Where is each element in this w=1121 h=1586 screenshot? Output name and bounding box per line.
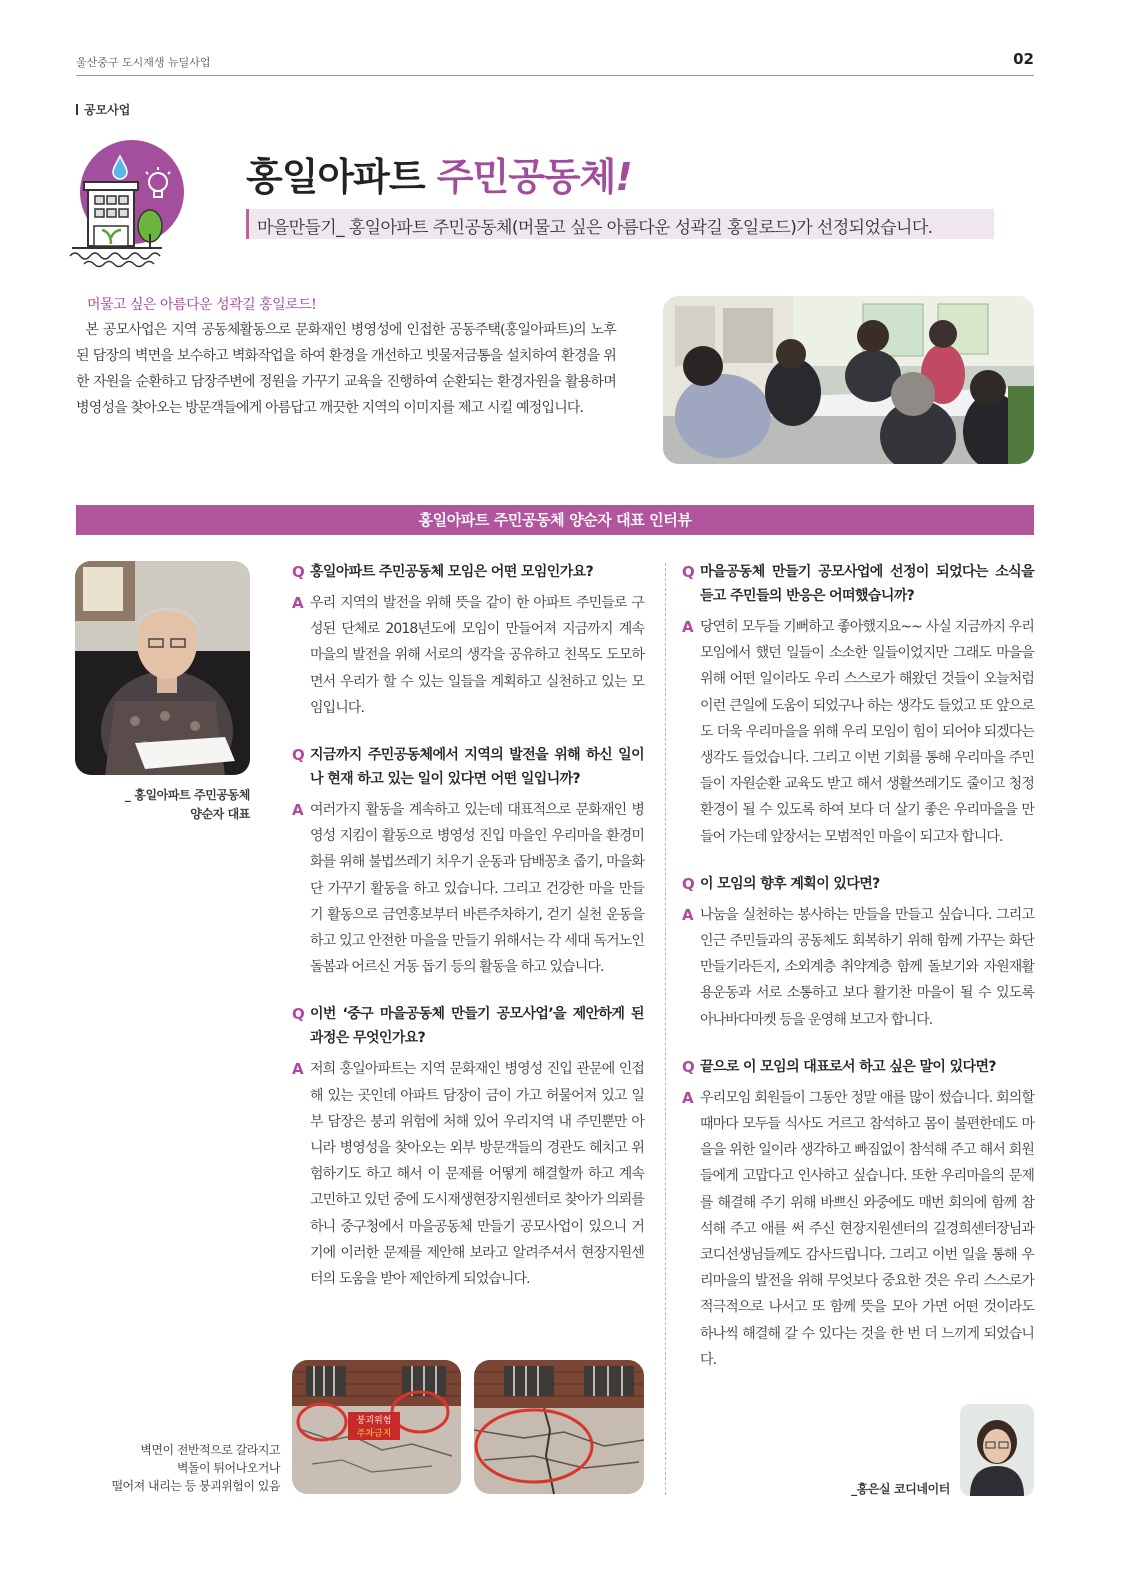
a-mark: A (292, 594, 303, 612)
intro-body (76, 317, 616, 421)
qa-item (682, 872, 1034, 1033)
answer-text: 당연히 모두들 기뻐하고 좋아했지요~~ 사실 지금까지 우리 모임에서 했던 일들이 소소한 일들이었지만 그래도 마을을 위해 어떤 일이라도 우리 스스로가 해왔던 것들이 오늘처럼 이런 큰일에 도움이 되었구나 하는 생각도 들었고 또 앞으로도 더욱 우리마을을 위해 우리 모임이 힘이 되어야 되겠다는 생각도 들었습니다. 그리고 이번 기회를 통해 우리마을 주민들이 자원순환 교육도 받고 해서 생활쓰레기도 줄이고 청정 환경이 될 수 있도록 하여 보다 더 살기 좋은 우리마을을 만들어 가는데 앞장서는 모범적인 마을이 되고자 합니다. (700, 619, 1034, 845)
wall-photo-caption (90, 1441, 280, 1495)
qa-item (292, 743, 644, 980)
answer (292, 1056, 644, 1292)
meeting-photo (663, 296, 1034, 464)
question (292, 560, 644, 584)
answer-text: 나눔을 실천하는 봉사하는 만들을 만들고 싶습니다. 그리고 인근 주민들과의 공동체도 회복하기 위해 함께 가꾸는 화단 만들기라든지, 소외계층 취약계층 함께 돌보기와 자원재활용운동과 서로 소통하고 보다 활기찬 마을이 될 수 있도록 아나바다마켓 등을 운영해 보고자 합니다. (700, 906, 1034, 1028)
qa-item (292, 560, 644, 721)
a-mark: A (292, 801, 303, 820)
intro-heading: 머물고 싶은 아름다운 성곽길 홍일로드! (87, 297, 317, 313)
portrait-caption (90, 786, 250, 824)
q-mark: Q (292, 563, 305, 581)
page-number: 02 (1013, 50, 1034, 68)
answer (682, 1085, 1034, 1373)
q-mark: Q (682, 874, 695, 893)
portrait-caption-line2: 양순자 대표 (190, 807, 250, 821)
answer (292, 590, 644, 721)
wall-caption-line3: 떨어져 내리는 등 붕괴위험이 있음 (111, 1479, 280, 1493)
wall-sign-line1: 붕괴위험 (356, 1416, 392, 1426)
title-exclaim: ! (615, 155, 632, 199)
q-mark: Q (292, 1005, 305, 1024)
portrait-photo (75, 561, 250, 775)
title-part2: 주민공동체 (436, 155, 616, 199)
answer-text: 우리모임 회원들이 그동안 정말 애를 많이 썼습니다. 회의할 때마다 모두들 식사도 거르고 참석하고 몸이 불편한데도 마을을 위한 일이라 생각하고 빠짐없이 참석해 주고 해서 회원들에게 고맙다고 인사하고 싶습니다. 또한 우리마을의 문제를 해결해 주기 위해 바쁘신 와중에도 매번 회의에 함께 참석해 주고 애를 써 주신 현장지원센터의 길경희센터장님과 코디선생님들께도 감사드립니다. 그리고 이번 일을 통해 우리마을의 발전을 위해 무엇보다 중요한 것은 우리 스스로가 적극적으로 나서고 또 함께 뜻을 모아 가면 어떤 것이라도 하나씩 해결해 갈 수 있다는 것을 한 번 더 느끼게 되었습니다. (700, 1089, 1034, 1368)
wall-caption-line2: 벽돌이 튀어나오거나 (176, 1461, 280, 1475)
question (682, 1055, 1034, 1079)
wall-sign-line2: 주차금지 (356, 1429, 392, 1439)
portrait-caption-line1: _ 홍일아파트 주민공동체 (124, 788, 250, 802)
question (682, 560, 1034, 608)
coordinator-caption: _홍은실 코디네이터 (851, 1482, 950, 1496)
answer-text: 우리 지역의 발전을 위해 뜻을 같이 한 아파트 주민들로 구성된 단체로 2018년도에 모임이 만들어져 지금까지 계속 마을의 발전을 위해 서로의 생각을 공유하고 친목도 도모하면서 우리가 할 수 있는 일들을 계획하고 실천하고 있는 모임입니다. (310, 595, 644, 716)
q-mark: Q (682, 1057, 695, 1076)
wall-photo-2 (474, 1360, 644, 1494)
question (682, 872, 1034, 896)
question-text: 지금까지 주민공동체에서 지역의 발전을 위해 하신 일이나 현재 하고 있는 일이 있다면 어떤 일입니까? (310, 747, 644, 788)
title-part1: 홍일아파트 (246, 155, 437, 199)
community-emblem-icon (66, 138, 192, 276)
interview-banner: 홍일아파트 주민공동체 양순자 대표 인터뷰 (76, 505, 1034, 535)
question-text: 끝으로 이 모임의 대표로서 하고 싶은 말이 있다면? (700, 1058, 996, 1075)
a-mark: A (682, 618, 693, 636)
subtitle: 마을만들기_ 홍일아파트 주민공동체(머물고 싶은 아름다운 성곽길 홍일로드)가 선정되었습니다. (246, 209, 994, 239)
wall-caption-line1: 벽면이 전반적으로 갈라지고 (140, 1443, 280, 1457)
interview-column-right (682, 560, 1034, 1395)
a-mark: A (682, 905, 693, 924)
q-mark: Q (682, 563, 695, 581)
question (292, 743, 644, 791)
a-mark: A (682, 1088, 693, 1107)
publication-name: 울산중구 도시재생 뉴딜사업 (76, 56, 211, 69)
answer (682, 614, 1034, 850)
column-divider (665, 563, 666, 1495)
section-label (76, 101, 130, 118)
answer-text: 여러가지 활동을 계속하고 있는데 대표적으로 문화재인 병영성 지킴이 활동으로 병영성 진입 마을인 우리마을 환경미화를 위해 불법쓰레기 치우기 운동과 담배꽁초 줍기, 마을화단 가꾸기 활동을 하고 있습니다. 그리고 건강한 마을 만들기 활동으로 금연홍보부터 바른주차하기, 걷기 실천 운동을 하고 있고 안전한 마을을 만들기 위해서는 각 세대 독거노인 돌봄과 어르신 거동 돕기 등의 활동을 하고 있습니다. (310, 802, 644, 976)
section-label-text: 공모사업 (84, 103, 131, 117)
qa-item (682, 560, 1034, 850)
qa-item (682, 1055, 1034, 1373)
question-text: 홍일아파트 주민공동체 모임은 어떤 모임인가요? (310, 564, 594, 580)
answer (292, 797, 644, 980)
answer (682, 902, 1034, 1033)
coordinator-photo (960, 1404, 1034, 1496)
wall-photo-1 (292, 1360, 461, 1494)
question-text: 이 모임의 향후 계획이 있다면? (700, 875, 880, 892)
page-title (246, 146, 632, 201)
a-mark: A (292, 1060, 303, 1079)
q-mark: Q (292, 746, 305, 765)
question (292, 1002, 644, 1050)
answer-text: 저희 홍일아파트는 지역 문화재인 병영성 진입 관문에 인접해 있는 곳인데 아파트 담장이 금이 가고 허물어져 있고 일부 담장은 붕괴 위험에 처해 있어 우리지역 내 주민뿐만 아니라 병영성을 찾아오는 외부 방문객들의 경관도 헤치고 위험하기도 하고 해서 이 문제를 어떻게 해결할까 하고 계속 고민하고 있던 중에 도시재생현장지원센터로 찾아가 의뢰를 하니 중구청에서 마을공동체 만들기 공모사업이 있으니 거기에 이러한 문제를 제안해 보라고 알려주셔서 현장지원센터의 도움을 받아 제안하게 되었습니다. (310, 1061, 644, 1288)
page-header (76, 50, 1034, 76)
interview-column-left (292, 560, 644, 1314)
question-text: 이번 ‘중구 마을공동체 만들기 공모사업’을 제안하게 된 과정은 무엇인가요? (310, 1006, 644, 1047)
intro-body-text: 본 공모사업은 지역 공동체활동으로 문화재인 병영성에 인접한 공동주택(홍일아파트)의 노후된 담장의 벽면을 보수하고 벽화작업을 하여 환경을 개선하고 빗물저금통을 설치하여 환경을 위한 자원을 순환하고 담장주변에 정원을 가꾸기 교육을 진행하여 순환되는 환경자원을 활용하며 병영성을 찾아오는 방문객들에게 아름답고 깨끗한 지역의 이미지를 제고 시킬 예정입니다. (76, 322, 616, 416)
question-text: 마을공동체 만들기 공모사업에 선정이 되었다는 소식을 듣고 주민들의 반응은 어떠했습니까? (700, 564, 1034, 604)
qa-item (292, 1002, 644, 1292)
